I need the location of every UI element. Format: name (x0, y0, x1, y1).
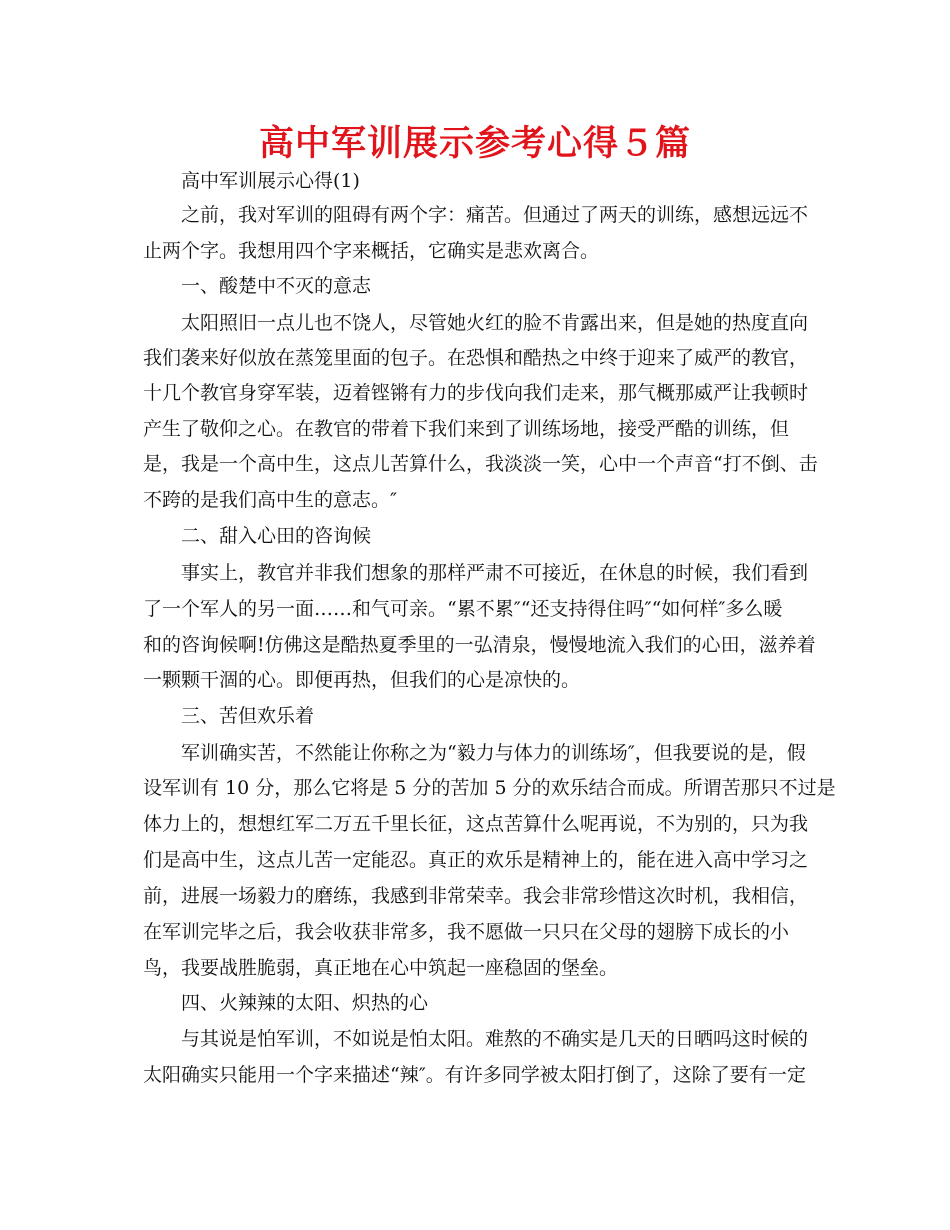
paragraph-line: 是，我是一个高中生，这点儿苦算什么，我淡淡一笑，心中一个声音“打不倒、击 (143, 453, 818, 475)
paragraph-line: 设军训有 10 分，那么它将是 5 分的苦加 5 分的欢乐结合而成。所谓苦那只不过是 (143, 777, 836, 799)
paragraph-line: 我们袭来好似放在蒸笼里面的包子。在恐惧和酷热之中终于迎来了威严的教官， (143, 347, 809, 369)
paragraph-line: 一颗颗干涸的心。即便再热，但我们的心是凉快的。 (143, 669, 581, 691)
paragraph-line: 们是高中生，这点儿苦一定能忍。真正的欢乐是精神上的，能在进入高中学习之 (143, 849, 809, 871)
subheading-4: 四、火辣辣的太阳、炽热的心 (181, 992, 429, 1014)
paragraph-line: 鸟，我要战胜脆弱，真正地在心中筑起一座稳固的堡垒。 (143, 957, 619, 979)
paragraph-line: 太阳确实只能用一个字来描述“辣″。有许多同学被太阳打倒了，这除了要有一定 (143, 1064, 806, 1086)
subheading-2: 二、甜入心田的咨询候 (181, 525, 372, 547)
paragraph-line: 前，进展一场毅力的磨练，我感到非常荣幸。我会非常珍惜这次时机，我相信， (143, 885, 809, 907)
paragraph-line: 十几个教官身穿军装，迈着铿锵有力的步伐向我们走来，那气概那威严让我顿时 (143, 382, 809, 404)
paragraph-line: 止两个字。我想用四个字来概括，它确实是悲欢离合。 (143, 240, 600, 262)
paragraph-line: 体力上的，想想红军二万五千里长征，这点苦算什么呢再说，不为别的，只为我 (143, 813, 809, 835)
paragraph-line: 军训确实苦，不然能让你称之为“毅力与体力的训练场″，但我要说的是，假 (181, 742, 806, 764)
paragraph-line: 太阳照旧一点儿也不饶人，尽管她火红的脸不肯露出来，但是她的热度直向 (181, 312, 809, 334)
paragraph-line: 在军训完毕之后，我会收获非常多，我不愿做一只只在父母的翅膀下成长的小 (143, 921, 790, 943)
paragraph-line: 产生了敬仰之心。在教官的带着下我们来到了训练场地，接受严酷的训练，但 (143, 418, 790, 440)
paragraph-line: 之前，我对军训的阻碍有两个字：痛苦。但通过了两天的训练，感想远远不 (181, 204, 809, 226)
paragraph-line: 不跨的是我们高中生的意志。″ (143, 489, 398, 511)
paragraph-line: 和的咨询候啊!仿佛这是酷热夏季里的一弘清泉，慢慢地流入我们的心田，滋养着 (143, 634, 816, 656)
paragraph-line: 了一个军人的另一面……和气可亲。“累不累″“还支持得住吗″“如何样″多么暖 (143, 598, 783, 620)
section-heading-1: 高中军训展示心得(1) (181, 170, 360, 192)
document-title: 高中军训展示参考心得５篇 (258, 124, 691, 164)
subheading-3: 三、苦但欢乐着 (181, 705, 315, 727)
paragraph-line: 与其说是怕军训，不如说是怕太阳。难熬的不确实是几天的日晒吗这时候的 (181, 1028, 809, 1050)
paragraph-line: 事实上，教官并非我们想象的那样严肃不可接近，在休息的时候，我们看到 (181, 562, 809, 584)
subheading-1: 一、酸楚中不灭的意志 (181, 275, 372, 297)
